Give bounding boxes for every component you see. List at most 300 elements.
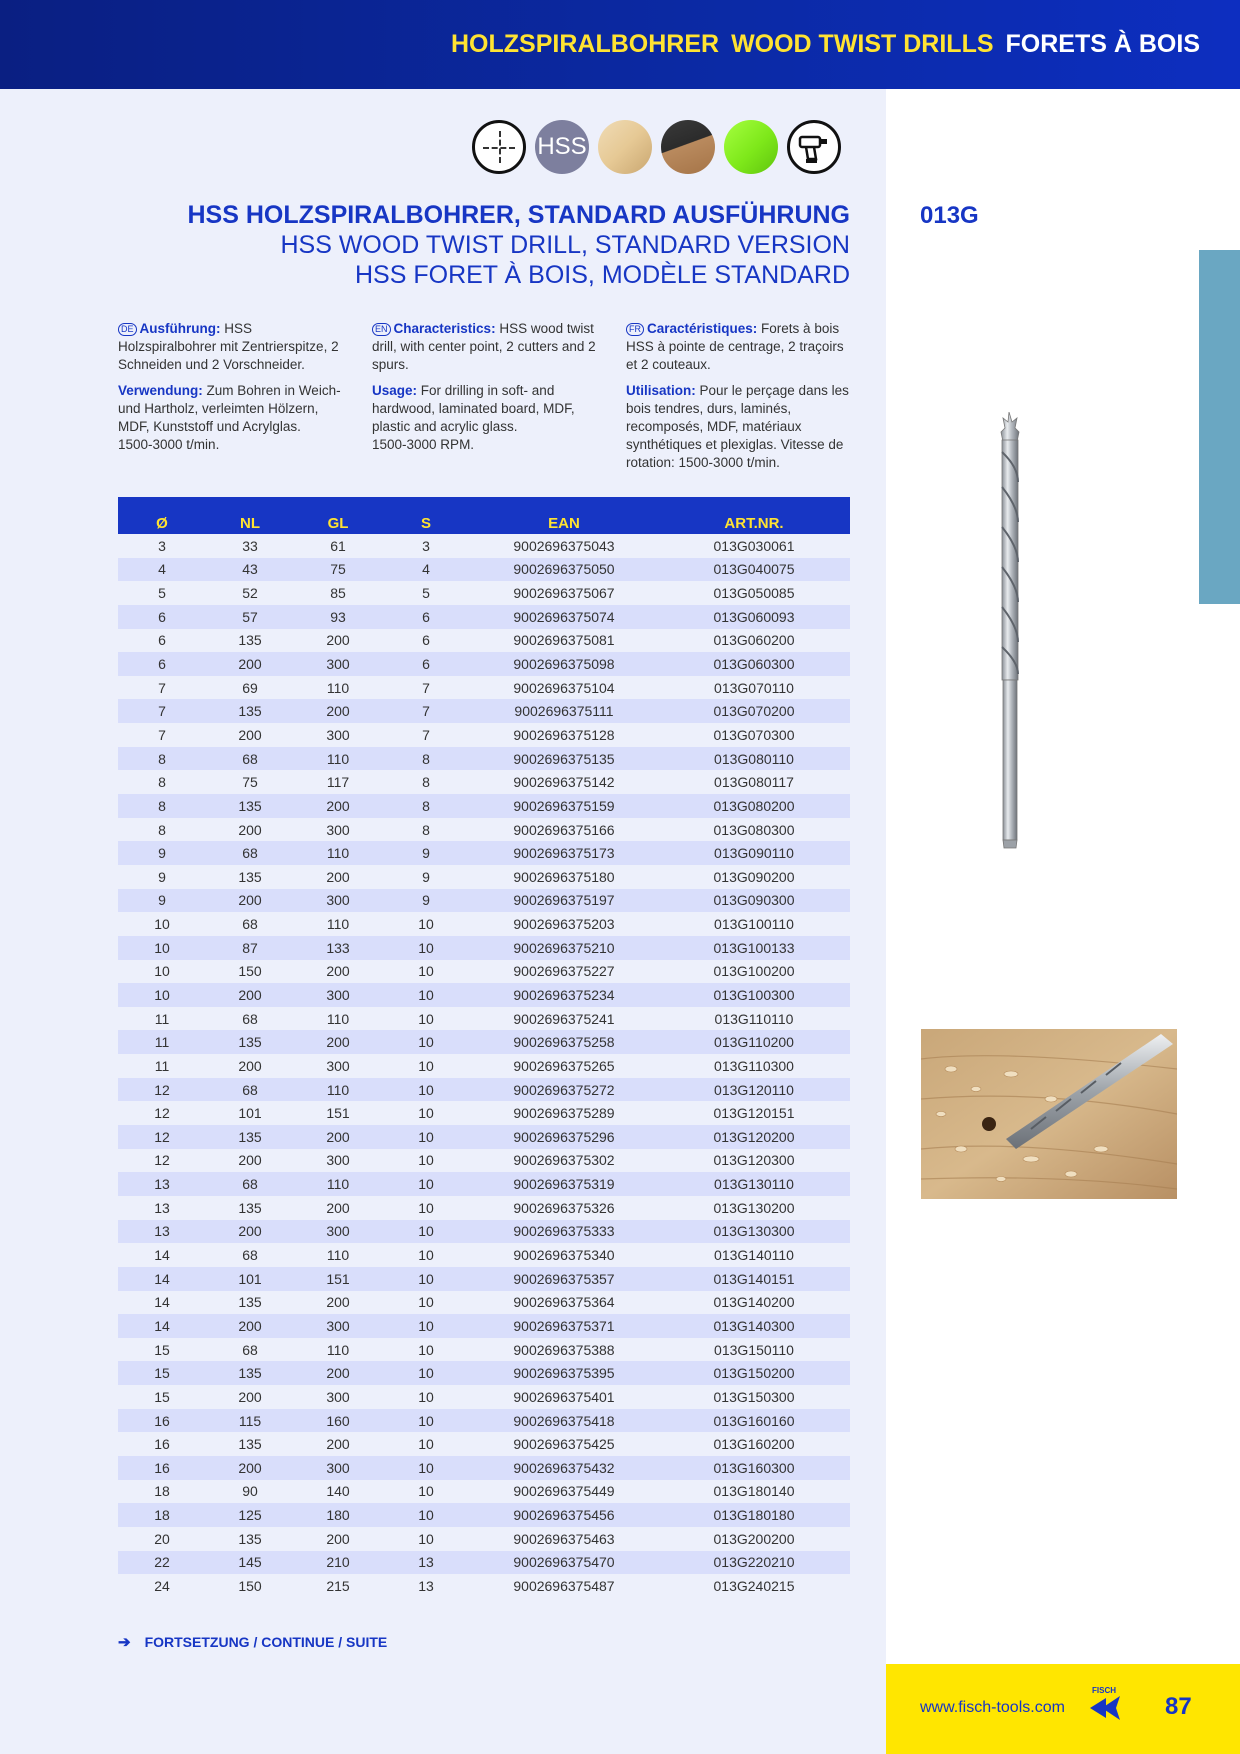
cell-gl: 300	[326, 892, 350, 909]
cell-s: 10	[418, 1507, 434, 1524]
table-row	[118, 629, 850, 653]
cell-s: 3	[422, 537, 430, 554]
table-row	[118, 1314, 850, 1338]
cell-art-nr: 013G150300	[713, 1388, 795, 1405]
cell-ean: 9002696375074	[513, 608, 615, 625]
cell-nl: 135	[238, 703, 262, 720]
cell-gl: 85	[330, 585, 346, 602]
cell-ean: 9002696375104	[513, 679, 615, 696]
cell-s: 10	[418, 1034, 434, 1051]
cell-diameter: 10	[154, 986, 170, 1003]
table-row	[118, 652, 850, 676]
cell-nl: 135	[238, 797, 262, 814]
cell-s: 8	[422, 774, 430, 791]
cell-nl: 200	[238, 1057, 262, 1074]
cell-nl: 101	[238, 1270, 262, 1287]
lang-badge-fr: FR	[626, 323, 644, 336]
cell-s: 10	[418, 1317, 434, 1334]
power-drill-icon	[787, 120, 841, 174]
cell-nl: 125	[238, 1507, 262, 1524]
cell-ean: 9002696375043	[513, 537, 615, 554]
cell-diameter: 8	[158, 750, 166, 767]
cell-art-nr: 013G040075	[713, 561, 795, 578]
cell-nl: 69	[242, 679, 258, 696]
cell-gl: 300	[326, 1223, 350, 1240]
cell-gl: 200	[326, 1034, 350, 1051]
usage-label-de: Verwendung:	[118, 383, 203, 398]
table-row	[118, 1456, 850, 1480]
cell-art-nr: 013G060300	[713, 656, 795, 673]
cell-gl: 300	[326, 656, 350, 673]
cell-s: 10	[418, 1057, 434, 1074]
cell-ean: 9002696375050	[513, 561, 615, 578]
cell-nl: 57	[242, 608, 258, 625]
cell-diameter: 18	[154, 1507, 170, 1524]
cell-gl: 300	[326, 726, 350, 743]
cell-nl: 200	[238, 1459, 262, 1476]
cell-s: 10	[418, 916, 434, 933]
feature-icon-row	[472, 120, 841, 176]
cell-nl: 52	[242, 585, 258, 602]
cell-diameter: 7	[158, 703, 166, 720]
cell-s: 10	[418, 1247, 434, 1264]
table-row	[118, 1527, 850, 1551]
cell-diameter: 15	[154, 1365, 170, 1382]
cell-diameter: 9	[158, 892, 166, 909]
cell-nl: 33	[242, 537, 258, 554]
cell-nl: 68	[242, 1341, 258, 1358]
plastic-icon	[724, 120, 778, 174]
col-header-gl: GL	[294, 497, 382, 534]
lang-badge-en: EN	[372, 323, 391, 336]
cell-s: 10	[418, 1530, 434, 1547]
cell-s: 8	[422, 750, 430, 767]
cell-diameter: 16	[154, 1436, 170, 1453]
cell-gl: 151	[326, 1270, 350, 1287]
table-row	[118, 1054, 850, 1078]
lang-badge-de: DE	[118, 323, 137, 336]
cell-art-nr: 013G140300	[713, 1317, 795, 1334]
cell-diameter: 12	[154, 1081, 170, 1098]
cell-s: 4	[422, 561, 430, 578]
cell-ean: 9002696375241	[513, 1010, 615, 1027]
table-row	[118, 794, 850, 818]
cell-art-nr: 013G100300	[713, 986, 795, 1003]
section-side-tab[interactable]	[1199, 250, 1240, 604]
col-header-nl: NL	[206, 497, 294, 534]
cell-gl: 117	[326, 774, 350, 791]
cell-ean: 9002696375302	[513, 1152, 615, 1169]
cell-nl: 68	[242, 845, 258, 862]
cell-ean: 9002696375296	[513, 1128, 615, 1145]
cell-diameter: 20	[154, 1530, 170, 1547]
cell-ean: 9002696375395	[513, 1365, 615, 1382]
cell-s: 10	[418, 1459, 434, 1476]
cell-gl: 151	[326, 1105, 350, 1122]
cell-gl: 300	[326, 1388, 350, 1405]
cell-diameter: 9	[158, 845, 166, 862]
cell-nl: 200	[238, 1388, 262, 1405]
cell-art-nr: 013G140110	[714, 1247, 794, 1264]
cell-diameter: 7	[158, 726, 166, 743]
cell-nl: 68	[242, 1010, 258, 1027]
usage-text-fr: Pour le perçage dans les bois tendres, durs, laminés, recomposés, MDF, matériaux synthétiques et plexiglas. Vitesse de rotation: 1500-3000 t/min.	[626, 383, 849, 470]
cell-nl: 200	[238, 1223, 262, 1240]
cell-diameter: 4	[158, 561, 166, 578]
cell-nl: 135	[238, 1436, 262, 1453]
hss-icon-label: HSS	[537, 133, 587, 160]
cell-art-nr: 013G080300	[713, 821, 795, 838]
cell-ean: 9002696375340	[513, 1247, 615, 1264]
cell-diameter: 13	[154, 1176, 170, 1193]
cell-s: 10	[418, 1270, 434, 1287]
table-row	[118, 1172, 850, 1196]
cell-art-nr: 013G060200	[713, 632, 795, 649]
cell-s: 10	[418, 1223, 434, 1240]
cell-nl: 150	[238, 963, 262, 980]
cell-s: 8	[422, 821, 430, 838]
usage-text-de: Zum Bohren in Weich- und Hartholz, verleimten Hölzern, MDF, Kunststoff und Acrylglas.	[118, 383, 341, 434]
cell-ean: 9002696375449	[513, 1483, 615, 1500]
char-text-en: HSS wood twist drill, with center point, 2 cutters and 2 spurs.	[372, 321, 596, 372]
cell-s: 10	[418, 1412, 434, 1429]
cell-s: 9	[422, 845, 430, 862]
top-banner	[0, 0, 1240, 89]
cell-nl: 101	[238, 1105, 262, 1122]
cell-ean: 9002696375203	[513, 916, 615, 933]
cell-gl: 110	[326, 679, 350, 696]
cell-s: 10	[418, 1294, 434, 1311]
product-title-en: HSS WOOD TWIST DRILL, STANDARD VERSION	[280, 231, 850, 259]
cell-art-nr: 013G030061	[713, 537, 795, 554]
cell-art-nr: 013G180140	[713, 1483, 795, 1500]
char-text-fr: Forets à bois HSS à pointe de centrage, 2 traçoirs et 2 couteaux.	[626, 321, 844, 372]
cell-ean: 9002696375319	[513, 1176, 615, 1193]
product-code: 013G	[920, 202, 979, 229]
cell-nl: 200	[238, 726, 262, 743]
cell-nl: 90	[242, 1483, 258, 1500]
speed-en: 1500-3000 RPM.	[372, 437, 475, 452]
cell-diameter: 7	[158, 679, 166, 696]
cell-gl: 110	[326, 1341, 350, 1358]
cell-gl: 300	[326, 1057, 350, 1074]
arrow-right-icon: ➔	[118, 1634, 131, 1651]
banner-title-de: HOLZSPIRALBOHRER	[451, 30, 720, 58]
cell-nl: 200	[238, 986, 262, 1003]
table-row	[118, 1361, 850, 1385]
cell-ean: 9002696375159	[513, 797, 615, 814]
char-text-de: HSS Holzspiralbohrer mit Zentrierspitze, 2 Schneiden und 2 Vorschneider.	[118, 321, 339, 372]
website-link[interactable]: www.fisch-tools.com	[920, 1699, 1065, 1716]
cell-art-nr: 013G240215	[713, 1578, 795, 1594]
cell-ean: 9002696375166	[513, 821, 615, 838]
cell-nl: 200	[238, 1152, 262, 1169]
table-row	[118, 605, 850, 629]
cell-diameter: 13	[154, 1223, 170, 1240]
cell-gl: 110	[326, 1081, 350, 1098]
cell-diameter: 10	[154, 916, 170, 933]
cell-ean: 9002696375197	[513, 892, 615, 909]
col-header-s: S	[382, 497, 470, 534]
cell-gl: 200	[326, 1436, 350, 1453]
cell-ean: 9002696375272	[513, 1081, 615, 1098]
cell-diameter: 9	[158, 868, 166, 885]
right-column	[886, 89, 1240, 1754]
cell-s: 9	[422, 892, 430, 909]
cell-art-nr: 013G050085	[713, 585, 795, 602]
cell-nl: 200	[238, 656, 262, 673]
cell-art-nr: 013G080110	[714, 750, 794, 767]
cell-diameter: 8	[158, 797, 166, 814]
cell-gl: 200	[326, 632, 350, 649]
table-row	[118, 960, 850, 984]
table-row	[118, 865, 850, 889]
cell-s: 10	[418, 939, 434, 956]
cell-art-nr: 013G090300	[713, 892, 795, 909]
cell-diameter: 3	[158, 537, 166, 554]
table-body	[118, 534, 850, 1598]
hss-icon	[535, 120, 589, 174]
table-row	[118, 1149, 850, 1173]
table-row	[118, 1220, 850, 1244]
cell-art-nr: 013G140151	[713, 1270, 795, 1287]
cell-nl: 135	[238, 1365, 262, 1382]
cell-diameter: 24	[154, 1578, 170, 1594]
product-title-de: HSS HOLZSPIRALBOHRER, STANDARD AUSFÜHRUNG	[187, 201, 850, 229]
cell-diameter: 13	[154, 1199, 170, 1216]
table-row	[118, 1101, 850, 1125]
cell-gl: 300	[326, 1317, 350, 1334]
cell-s: 5	[422, 585, 430, 602]
cell-diameter: 14	[154, 1294, 170, 1311]
cell-art-nr: 013G120151	[713, 1105, 795, 1122]
cell-ean: 9002696375234	[513, 986, 615, 1003]
table-row	[118, 747, 850, 771]
cell-ean: 9002696375425	[513, 1436, 615, 1453]
speed-de: 1500-3000 t/min.	[118, 437, 220, 452]
table-row	[118, 1338, 850, 1362]
cell-art-nr: 013G090110	[714, 845, 794, 862]
cell-s: 7	[422, 703, 430, 720]
table-row	[118, 1409, 850, 1433]
cell-s: 8	[422, 797, 430, 814]
cell-gl: 160	[326, 1412, 350, 1429]
cell-ean: 9002696375326	[513, 1199, 615, 1216]
cell-diameter: 12	[154, 1152, 170, 1169]
cell-s: 10	[418, 1176, 434, 1193]
cell-diameter: 6	[158, 632, 166, 649]
cell-ean: 9002696375111	[514, 703, 614, 720]
cell-diameter: 10	[154, 963, 170, 980]
cell-ean: 9002696375067	[513, 585, 615, 602]
cell-art-nr: 013G150200	[713, 1365, 795, 1382]
cell-art-nr: 013G120110	[714, 1081, 794, 1098]
cell-ean: 9002696375470	[513, 1554, 615, 1571]
description-fr	[626, 320, 851, 480]
table-row	[118, 1385, 850, 1409]
col-header-ean: EAN	[470, 497, 658, 534]
cell-gl: 300	[326, 1459, 350, 1476]
cell-s: 6	[422, 632, 430, 649]
cell-art-nr: 013G100110	[714, 916, 794, 933]
cell-ean: 9002696375432	[513, 1459, 615, 1476]
cell-art-nr: 013G080117	[714, 774, 794, 791]
fisch-logo-text: FISCH	[1092, 1686, 1116, 1695]
cell-nl: 135	[238, 1199, 262, 1216]
cell-gl: 75	[330, 561, 346, 578]
cell-nl: 135	[238, 1294, 262, 1311]
cell-nl: 135	[238, 1128, 262, 1145]
cell-s: 10	[418, 1199, 434, 1216]
table-row	[118, 1007, 850, 1031]
table-row	[118, 1196, 850, 1220]
cell-ean: 9002696375258	[513, 1034, 615, 1051]
table-row	[118, 889, 850, 913]
cell-diameter: 11	[154, 1057, 170, 1074]
cell-gl: 61	[330, 537, 346, 554]
cell-s: 13	[418, 1578, 434, 1594]
cell-diameter: 6	[158, 608, 166, 625]
cell-nl: 68	[242, 1081, 258, 1098]
cell-art-nr: 013G160200	[713, 1436, 795, 1453]
cell-s: 13	[418, 1554, 434, 1571]
cell-gl: 300	[326, 1152, 350, 1169]
cell-art-nr: 013G110200	[714, 1034, 794, 1051]
cell-art-nr: 013G160300	[713, 1459, 795, 1476]
cell-diameter: 12	[154, 1105, 170, 1122]
cell-gl: 200	[326, 1365, 350, 1382]
table-row	[118, 1291, 850, 1315]
cell-art-nr: 013G120300	[713, 1152, 795, 1169]
cell-s: 10	[418, 986, 434, 1003]
cell-art-nr: 013G130110	[714, 1176, 794, 1193]
table-row	[118, 1125, 850, 1149]
cell-s: 7	[422, 679, 430, 696]
cell-nl: 200	[238, 821, 262, 838]
cell-gl: 200	[326, 1199, 350, 1216]
cell-gl: 300	[326, 821, 350, 838]
cell-art-nr: 013G090200	[713, 868, 795, 885]
cell-ean: 9002696375142	[513, 774, 615, 791]
usage-label-en: Usage:	[372, 383, 418, 398]
table-row	[118, 1243, 850, 1267]
drill-bit-image	[985, 412, 1035, 852]
cell-diameter: 11	[154, 1034, 170, 1051]
cell-diameter: 5	[158, 585, 166, 602]
cell-nl: 68	[242, 916, 258, 933]
cell-diameter: 6	[158, 656, 166, 673]
char-label-de: Ausführung:	[139, 321, 221, 336]
product-title-fr: HSS FORET À BOIS, MODÈLE STANDARD	[355, 261, 850, 289]
banner-title	[451, 30, 1200, 59]
col-header-art-nr: ART.NR.	[658, 497, 850, 534]
cell-diameter: 15	[154, 1388, 170, 1405]
cell-art-nr: 013G080200	[713, 797, 795, 814]
cell-art-nr: 013G220210	[713, 1554, 795, 1571]
continue-text: FORTSETZUNG / CONTINUE / SUITE	[144, 1634, 388, 1650]
cell-nl: 150	[238, 1578, 262, 1594]
cell-art-nr: 013G130300	[713, 1223, 795, 1240]
cell-diameter: 12	[154, 1128, 170, 1145]
table-row	[118, 1574, 850, 1598]
cell-s: 10	[418, 1152, 434, 1169]
cell-gl: 110	[326, 1247, 350, 1264]
table-row	[118, 1503, 850, 1527]
cell-gl: 180	[326, 1507, 350, 1524]
cell-diameter: 18	[154, 1483, 170, 1500]
cell-gl: 300	[326, 986, 350, 1003]
cell-art-nr: 013G200200	[713, 1530, 795, 1547]
cell-gl: 200	[326, 1530, 350, 1547]
cell-s: 10	[418, 1341, 434, 1358]
table-row	[118, 699, 850, 723]
cell-ean: 9002696375289	[513, 1105, 615, 1122]
char-label-en: Characteristics:	[393, 321, 496, 336]
cell-art-nr: 013G110110	[714, 1010, 794, 1027]
product-table	[118, 497, 850, 1598]
cell-diameter: 8	[158, 774, 166, 791]
cell-nl: 135	[238, 1530, 262, 1547]
cell-gl: 200	[326, 1294, 350, 1311]
table-row	[118, 841, 850, 865]
cell-s: 10	[418, 1388, 434, 1405]
usage-label-fr: Utilisation:	[626, 383, 696, 398]
cell-nl: 115	[238, 1412, 262, 1429]
cell-diameter: 8	[158, 821, 166, 838]
cell-s: 10	[418, 1010, 434, 1027]
cell-s: 10	[418, 1365, 434, 1382]
description-en	[372, 320, 597, 462]
cell-ean: 9002696375128	[513, 726, 615, 743]
cell-gl: 200	[326, 868, 350, 885]
cell-art-nr: 013G100200	[713, 963, 795, 980]
cell-ean: 9002696375456	[513, 1507, 615, 1524]
centering-point-icon	[472, 120, 526, 174]
cell-nl: 75	[242, 774, 258, 791]
cell-diameter: 14	[154, 1270, 170, 1287]
cell-ean: 9002696375463	[513, 1530, 615, 1547]
table-row	[118, 1432, 850, 1456]
cell-nl: 68	[242, 750, 258, 767]
cell-gl: 133	[326, 939, 350, 956]
cell-ean: 9002696375081	[513, 632, 615, 649]
cell-s: 10	[418, 1483, 434, 1500]
softwood-icon	[598, 120, 652, 174]
cell-diameter: 11	[154, 1010, 170, 1027]
usage-text-en: For drilling in soft- and hardwood, laminated board, MDF, plastic and acrylic glass.	[372, 383, 575, 434]
cell-nl: 43	[242, 561, 258, 578]
cell-art-nr: 013G160160	[713, 1412, 795, 1429]
cell-nl: 135	[238, 1034, 262, 1051]
page-number: 87	[1165, 1693, 1192, 1720]
cell-ean: 9002696375364	[513, 1294, 615, 1311]
table-row	[118, 1480, 850, 1504]
cell-nl: 200	[238, 1317, 262, 1334]
table-row	[118, 534, 850, 558]
table-row	[118, 818, 850, 842]
cell-ean: 9002696375487	[513, 1578, 615, 1594]
cell-gl: 110	[326, 750, 350, 767]
cell-art-nr: 013G060093	[713, 608, 795, 625]
cell-s: 7	[422, 726, 430, 743]
cell-gl: 110	[326, 1010, 350, 1027]
cell-ean: 9002696375371	[513, 1317, 615, 1334]
cell-gl: 200	[326, 963, 350, 980]
cell-ean: 9002696375357	[513, 1270, 615, 1287]
table-row	[118, 912, 850, 936]
table-row	[118, 676, 850, 700]
continue-link[interactable]	[118, 1633, 387, 1651]
